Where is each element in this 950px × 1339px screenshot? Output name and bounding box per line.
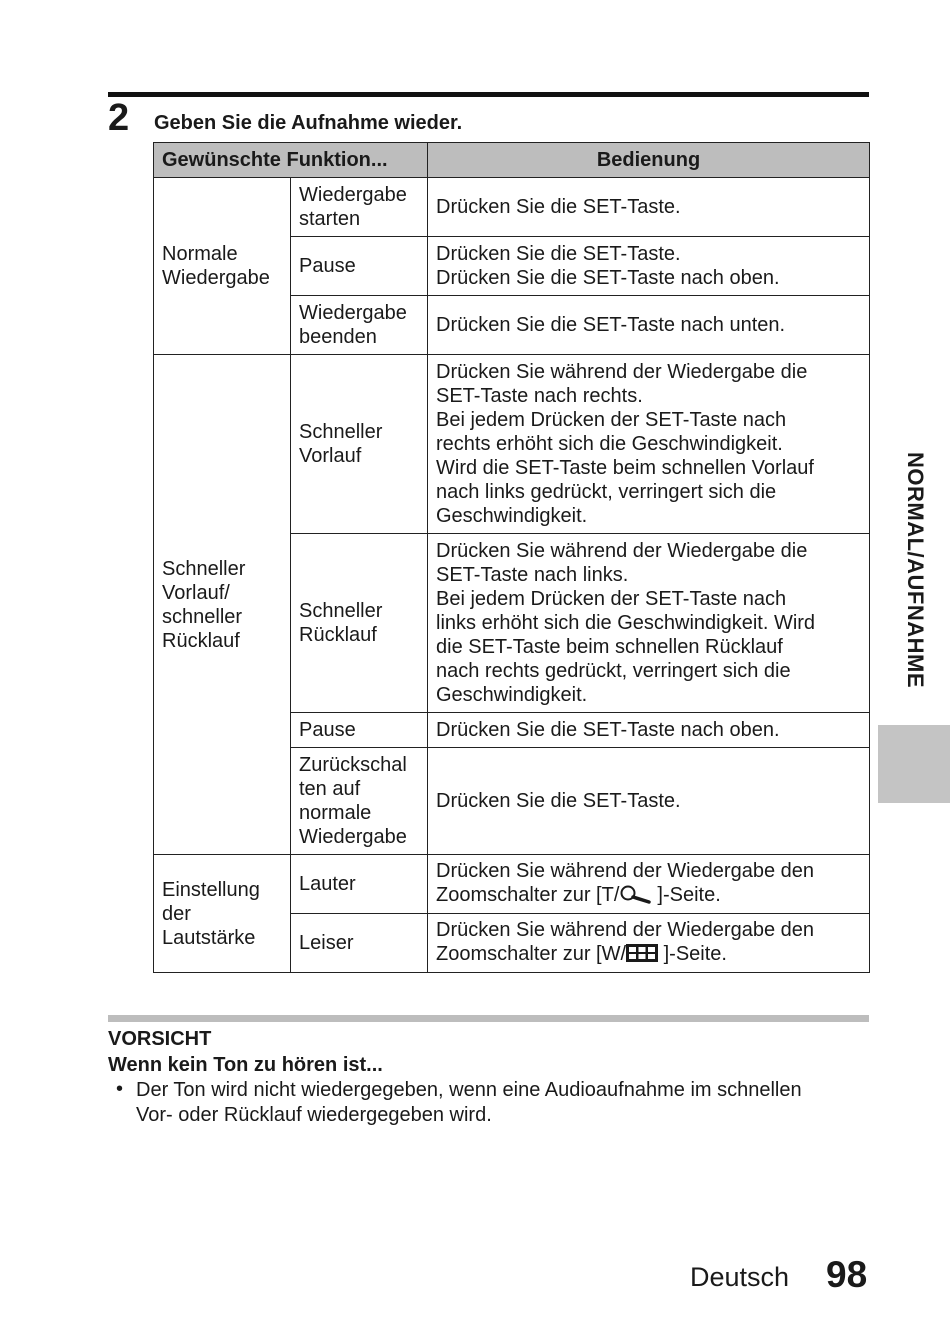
sub-function-cell: Wiedergabe beenden xyxy=(291,296,428,355)
page-number: 98 xyxy=(826,1254,868,1295)
bullet-icon: • xyxy=(116,1078,124,1100)
step-title: Geben Sie die Aufnahme wieder. xyxy=(154,112,463,134)
operation-cell: Drücken Sie die SET-Taste. xyxy=(428,748,870,855)
table-header-row xyxy=(154,143,870,178)
operation-cell: Drücken Sie die SET-Taste. Drücken Sie die SET-Taste nach oben. xyxy=(428,237,870,296)
sub-function-cell: Pause xyxy=(291,713,428,748)
operation-line: Drücken Sie während der Wiedergabe den xyxy=(436,918,814,941)
header-function: Gewünschte Funktion... xyxy=(154,143,428,178)
sub-function-cell: Schneller Rücklauf xyxy=(291,534,428,713)
operation-line-start: Zoomschalter zur [W/ xyxy=(436,942,627,965)
operation-cell: Drücken Sie während der Wiedergabe die SET-Taste nach links. Bei jedem Drücken der SET-Taste nach links erhöht sich die Geschwindigkeit. Wird die SET-Taste beim schnellen Rücklauf nach rechts gedrückt, verringert sich die Geschwindigkeit. xyxy=(428,534,870,713)
sub-function-cell: Pause xyxy=(291,237,428,296)
caution-heading: VORSICHT xyxy=(108,1028,212,1050)
side-section-label: NORMAL/AUFNAHME xyxy=(903,452,928,689)
thumbnail-grid-icon xyxy=(626,943,658,969)
operation-cell: Drücken Sie während der Wiedergabe die SET-Taste nach rechts. Bei jedem Drücken der SET-Taste nach rechts erhöht sich die Geschwindigkeit. Wird die SET-Taste beim schnellen Vorlauf nach links gedrückt, verringert sich die Geschwindigkeit. xyxy=(428,355,870,534)
operation-cell: Drücken Sie die SET-Taste nach unten. xyxy=(428,296,870,355)
table-row xyxy=(154,178,870,237)
step-number: 2 xyxy=(108,97,130,139)
section-top-rule xyxy=(108,92,869,97)
sub-function-cell: Schneller Vorlauf xyxy=(291,355,428,534)
operation-cell: Drücken Sie die SET-Taste. xyxy=(428,178,870,237)
group-label-normal-playback: Normale Wiedergabe xyxy=(154,178,291,355)
caution-rule xyxy=(108,1015,869,1022)
operation-line-start: Zoomschalter zur [T/ xyxy=(436,883,620,906)
operation-line-end: ]-Seite. xyxy=(658,942,727,965)
zoom-in-magnifier-icon xyxy=(619,884,657,910)
footer-language: Deutsch xyxy=(690,1262,790,1292)
group-label-volume: Einstellung der Lautstärke xyxy=(154,855,291,973)
operation-cell: Drücken Sie die SET-Taste nach oben. xyxy=(428,713,870,748)
operation-cell xyxy=(428,914,870,973)
caution-text: Der Ton wird nicht wiedergegeben, wenn eine Audioaufnahme im schnellen Vor- oder Rücklauf wiedergegeben wird. xyxy=(136,1079,802,1126)
sub-function-cell: Lauter xyxy=(291,855,428,914)
header-operation: Bedienung xyxy=(428,143,870,178)
side-tab-marker xyxy=(878,725,950,803)
sub-function-cell: Wiedergabe starten xyxy=(291,178,428,237)
operation-cell xyxy=(428,855,870,914)
caution-subheading: Wenn kein Ton zu hören ist... xyxy=(108,1054,383,1076)
table-row xyxy=(154,355,870,534)
sub-function-cell: Zurückschal ten auf normale Wiedergabe xyxy=(291,748,428,855)
table-row xyxy=(154,855,870,914)
operation-line-end: ]-Seite. xyxy=(657,883,721,906)
operation-line: Drücken Sie während der Wiedergabe den xyxy=(436,859,814,882)
playback-operations-table xyxy=(153,142,870,973)
group-label-fast-forward-rewind: Schneller Vorlauf/ schneller Rücklauf xyxy=(154,355,291,855)
sub-function-cell: Leiser xyxy=(291,914,428,973)
